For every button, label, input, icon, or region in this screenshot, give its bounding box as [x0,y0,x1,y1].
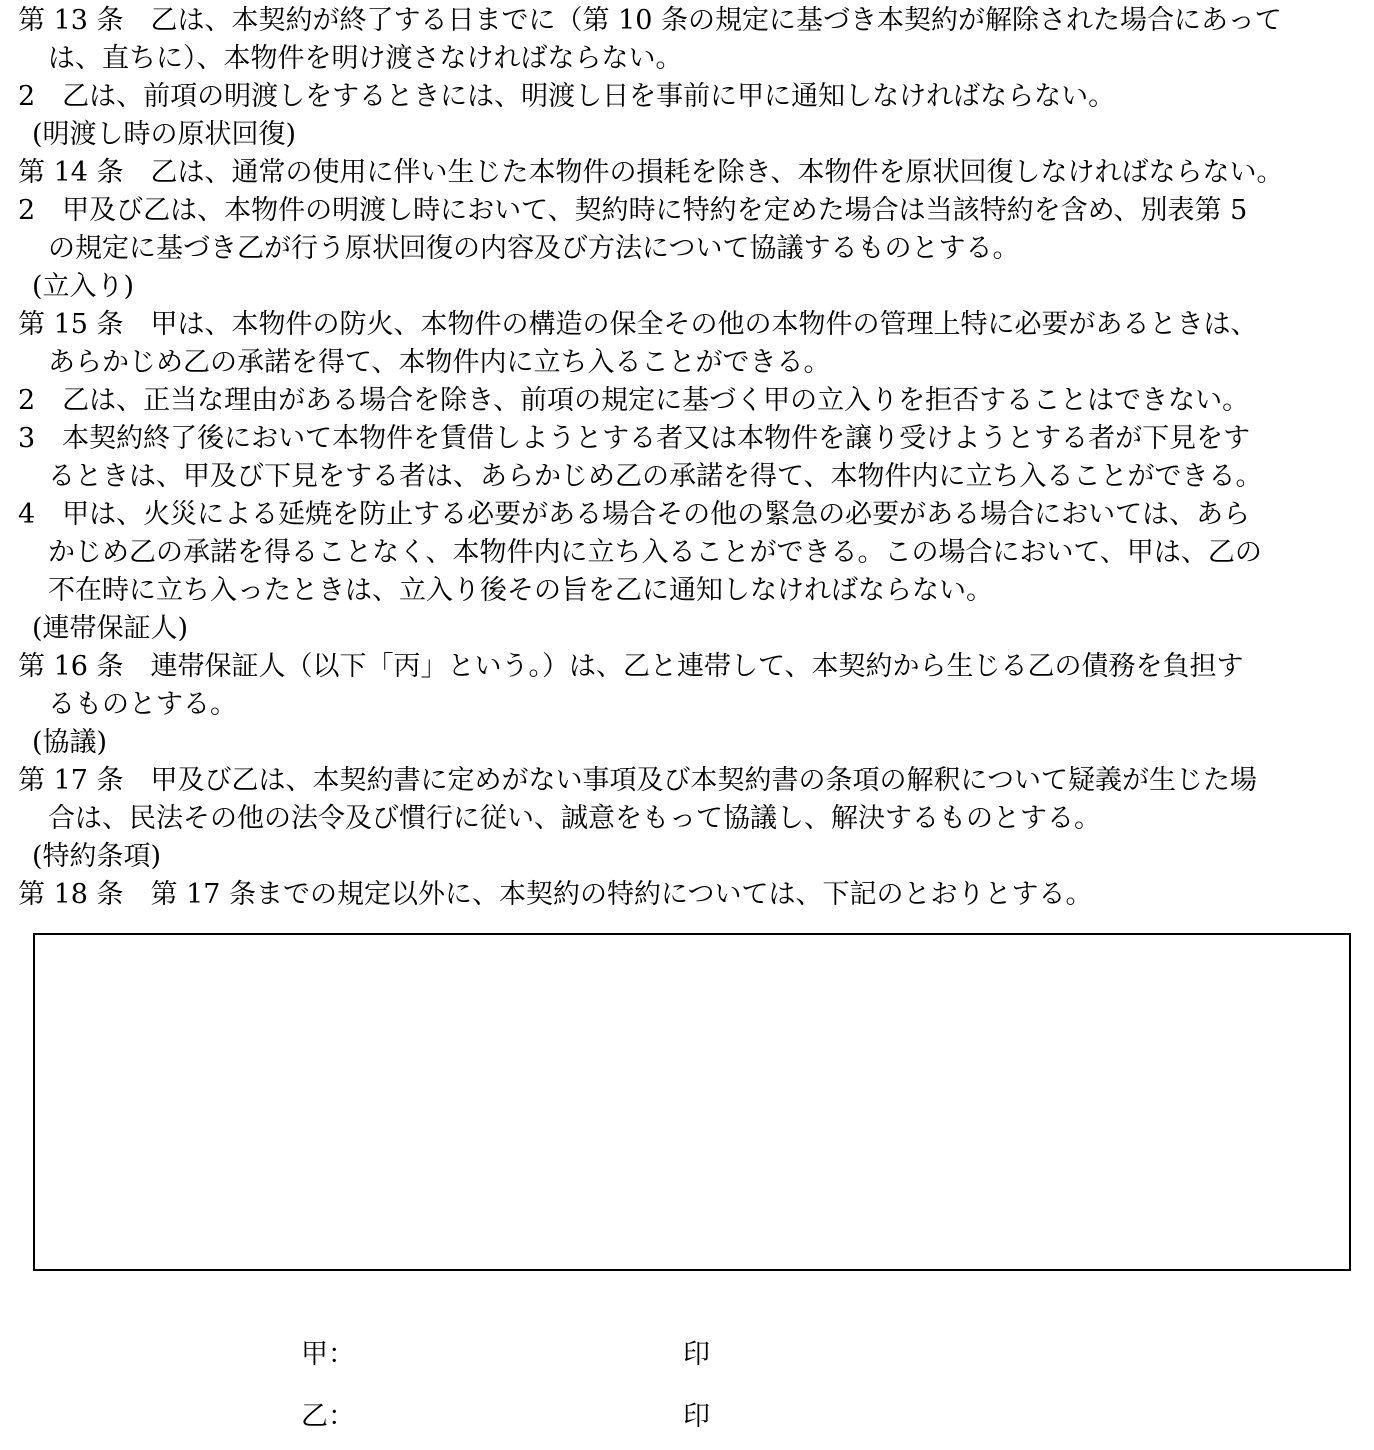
article-15-line-2: あらかじめ乙の承諾を得て、本物件内に立ち入ることができる。 [48,347,831,378]
article-14-line-1: 第 14 条 乙は、通常の使用に伴い生じた本物件の損耗を除き、本物件を原状回復しなければならない。 [18,157,1284,188]
article-15-para-2: 2 乙は、正当な理由がある場合を除き、前項の規定に基づく甲の立入りを拒否することはできない。 [18,385,1250,416]
article-15-para-4-line-2: かじめ乙の承諾を得ることなく、本物件内に立ち入ることができる。この場合において、甲は、乙の [48,537,1262,568]
party-a-label: 甲： [301,1339,355,1370]
article-13-para-2: 2 乙は、前項の明渡しをするときには、明渡し日を事前に甲に通知しなければならない。 [18,81,1116,112]
article-15-para-4-line-3: 不在時に立ち入ったときは、立入り後その旨を乙に通知しなければならない。 [48,575,993,606]
heading-guarantor: (連帯保証人) [32,613,189,644]
article-15-para-3-line-2: るときは、甲及び下見をする者は、あらかじめ乙の承諾を得て、本物件内に立ち入ることができる。 [48,461,1263,492]
heading-consultation: (協議) [32,727,108,758]
article-17-line-1: 第 17 条 甲及び乙は、本契約書に定めがない事項及び本契約書の条項の解釈について疑義が生じた場 [18,765,1257,796]
party-b-label: 乙： [301,1401,355,1432]
article-15-para-4-line-1: 4 甲は、火災による延焼を防止する必要がある場合その他の緊急の必要がある場合においては、あら [18,499,1251,530]
heading-entry: (立入り) [32,271,135,302]
heading-restoration: (明渡し時の原状回復) [32,119,297,150]
article-14-para-2-line-1: 2 甲及び乙は、本物件の明渡し時において、契約時に特約を定めた場合は当該特約を含め、別表第 5 [18,195,1248,226]
article-16-line-1: 第 16 条 連帯保証人（以下「丙」という。）は、乙と連帯して、本契約から生じる乙の債務を負担す [18,651,1244,682]
party-b-seal: 印 [683,1401,710,1432]
article-14-para-2-line-2: の規定に基づき乙が行う原状回復の内容及び方法について協議するものとする。 [48,233,1020,264]
article-17-line-2: 合は、民法その他の法令及び慣行に従い、誠意をもって協議し、解決するものとする。 [48,803,1101,834]
heading-special-terms: (特約条項) [32,841,162,872]
article-13-line-2: は、直ちに）、本物件を明け渡さなければならない。 [48,43,683,74]
article-13-line-1: 第 13 条 乙は、本契約が終了する日までに（第 10 条の規定に基づき本契約が解除された場合にあって [18,5,1282,36]
article-15-para-3-line-1: 3 本契約終了後において本物件を賃借しようとする者又は本物件を譲り受けようとする者が下見をす [18,423,1251,454]
article-15-line-1: 第 15 条 甲は、本物件の防火、本物件の構造の保全その他の本物件の管理上特に必要があるときは、 [18,309,1258,340]
special-terms-box [33,933,1351,1271]
party-a-seal: 印 [683,1339,710,1370]
article-16-line-2: るものとする。 [48,689,237,720]
contract-text [18,2,1366,914]
article-18-line-1: 第 18 条 第 17 条までの規定以外に、本契約の特約については、下記のとおりとする。 [18,879,1093,910]
